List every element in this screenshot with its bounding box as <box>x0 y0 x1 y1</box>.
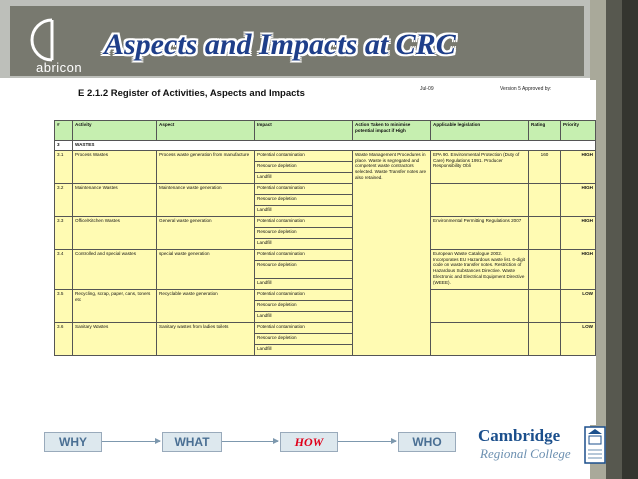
header-priority: Priority <box>561 121 596 141</box>
table-row <box>55 290 596 301</box>
cell-num: 3.5 <box>55 290 73 323</box>
cell-activity: Maintenance Wastes <box>73 184 157 217</box>
cell-impact: Landfill <box>255 345 353 356</box>
cell-impact: Resource depletion <box>255 301 353 312</box>
nav-arrow <box>338 441 396 442</box>
cell-impact: Resource depletion <box>255 228 353 239</box>
cell-impact: Resource depletion <box>255 334 353 345</box>
cell-legislation: European Waste Catalogue 2002. Incorporates EU Hazardous waste list. 6-digit code on waste transfer notes. Restriction of Hazardous Substances Directive. Waste Electronic and Electrical Equipment Directive (WEEE). <box>431 250 529 290</box>
cell-activity: Process Wastes <box>73 151 157 184</box>
cell-impact: Potential contamination <box>255 151 353 162</box>
section-name: WASTES <box>73 141 596 151</box>
cell-priority: LOW <box>561 290 596 323</box>
cell-impact: Potential contamination <box>255 323 353 334</box>
slide-header <box>0 0 590 78</box>
cell-priority: HIGH <box>561 184 596 217</box>
cell-rating <box>529 217 561 250</box>
nav-what-button[interactable]: WHAT <box>162 432 222 452</box>
college-logo <box>478 424 608 468</box>
document-version: Version 5 Approved by: <box>500 86 552 92</box>
header-action: Action Taken to minimise potential impact if High <box>353 121 431 141</box>
cell-rating <box>529 250 561 290</box>
cell-impact: Resource depletion <box>255 162 353 173</box>
cell-impact: Landfill <box>255 206 353 217</box>
document-title: E 2.1.2 Register of Activities, Aspects and Impacts <box>78 88 305 99</box>
table-row <box>55 250 596 261</box>
header-aspect: Aspect <box>157 121 255 141</box>
nav-arrow <box>102 441 160 442</box>
header-impact: Impact <box>255 121 353 141</box>
cell-aspect: special waste generation <box>157 250 255 290</box>
header-num: # <box>55 121 73 141</box>
cell-rating: 160 <box>529 151 561 184</box>
college-name: Cambridge <box>478 426 561 445</box>
college-subtitle: Regional College <box>480 446 571 461</box>
cell-impact: Potential contamination <box>255 217 353 228</box>
section-row <box>55 141 596 151</box>
register-document <box>40 80 596 425</box>
table-row <box>55 323 596 334</box>
cell-num: 3.4 <box>55 250 73 290</box>
cell-priority: HIGH <box>561 250 596 290</box>
cell-aspect: Process waste generation from manufacture <box>157 151 255 184</box>
nav-why-button[interactable]: WHY <box>44 432 102 452</box>
cell-legislation: Environmental Permitting Regulations 2007 <box>431 217 529 250</box>
table-row <box>55 151 596 162</box>
abricon-logo-text: abricon <box>36 60 83 75</box>
cell-legislation <box>431 184 529 217</box>
header-legislation: Applicable legislation <box>431 121 529 141</box>
decor-strip-dark <box>622 0 638 479</box>
cell-aspect: Recyclable waste generation <box>157 290 255 323</box>
cell-legislation <box>431 290 529 323</box>
cell-rating <box>529 290 561 323</box>
cell-priority: LOW <box>561 323 596 356</box>
header-activity: Activity <box>73 121 157 141</box>
cell-impact: Resource depletion <box>255 195 353 206</box>
cell-impact: Resource depletion <box>255 261 353 279</box>
nav-arrow <box>222 441 278 442</box>
cell-num: 3.6 <box>55 323 73 356</box>
nav-how-button[interactable]: HOW <box>280 432 338 452</box>
cell-rating <box>529 323 561 356</box>
section-num: 3 <box>55 141 73 151</box>
cell-impact: Landfill <box>255 173 353 184</box>
cell-activity: Controlled and special wastes <box>73 250 157 290</box>
cell-rating <box>529 184 561 217</box>
cell-activity: Sanitary Wastes <box>73 323 157 356</box>
cell-impact: Potential contamination <box>255 290 353 301</box>
cell-legislation <box>431 323 529 356</box>
decor-strip-mid <box>606 0 622 479</box>
cell-aspect: General waste generation <box>157 217 255 250</box>
cell-priority: HIGH <box>561 217 596 250</box>
cell-legislation: EPA 90. Environmental Protection (Duty of Care) Regulations 1991. Producer Responsibility Obli <box>431 151 529 184</box>
cell-impact: Landfill <box>255 312 353 323</box>
table-header-row <box>55 121 596 141</box>
cell-action: Waste Management Procedures in place. Waste is segregated and competent waste contractors selected. Waste Transfer notes are also retained. <box>353 151 431 356</box>
document-date: Jul-09 <box>420 86 434 92</box>
nav-who-button[interactable]: WHO <box>398 432 456 452</box>
cell-impact: Landfill <box>255 279 353 290</box>
cell-aspect: Sanitary wastes from ladies toilets <box>157 323 255 356</box>
table-row <box>55 184 596 195</box>
cell-num: 3.2 <box>55 184 73 217</box>
table-row <box>55 217 596 228</box>
cell-aspect: Maintenance waste generation <box>157 184 255 217</box>
slide-title: Aspects and Impacts at CRC <box>104 28 456 61</box>
register-table <box>54 120 596 356</box>
cell-priority: HIGH <box>561 151 596 184</box>
cell-impact: Potential contamination <box>255 250 353 261</box>
college-crest-icon <box>584 426 606 464</box>
cell-num: 3.1 <box>55 151 73 184</box>
cell-num: 3.3 <box>55 217 73 250</box>
cell-impact: Potential contamination <box>255 184 353 195</box>
header-rating: Rating <box>529 121 561 141</box>
cell-activity: Recycling, scrap, paper, cans, toners etc <box>73 290 157 323</box>
cell-activity: Office/Kitchen Wastes <box>73 217 157 250</box>
cell-impact: Landfill <box>255 239 353 250</box>
